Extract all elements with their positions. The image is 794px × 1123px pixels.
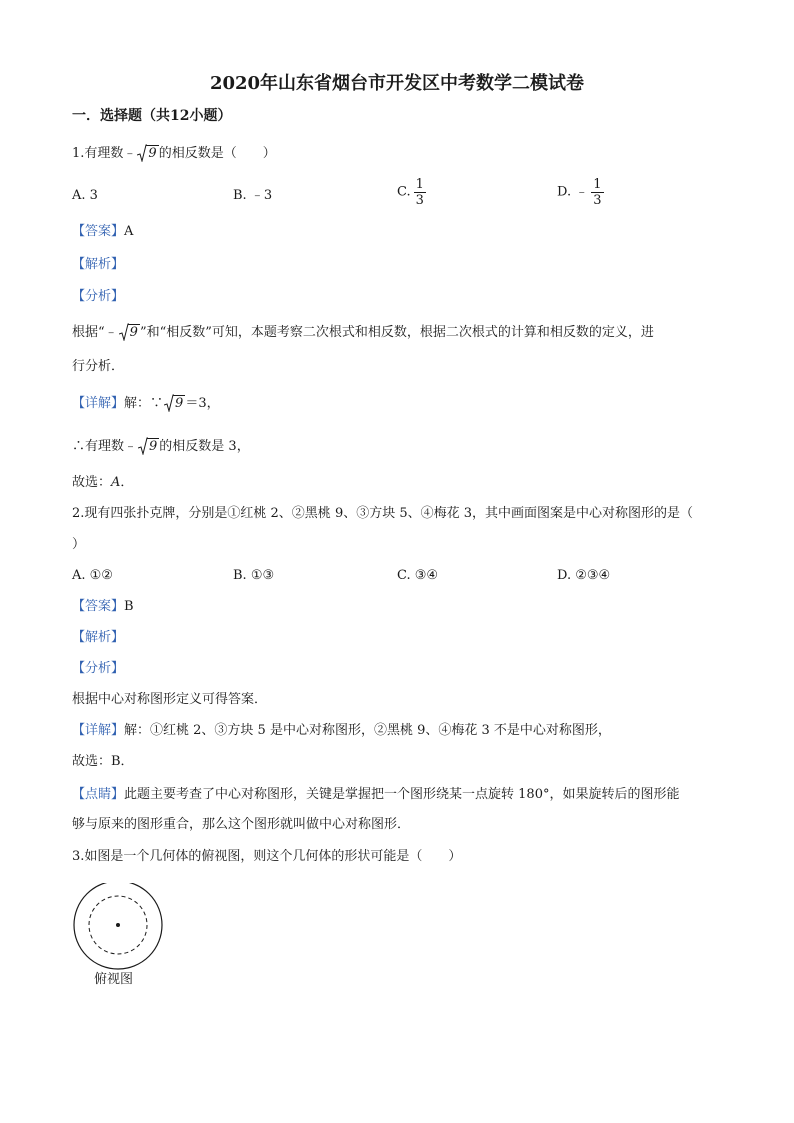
q2-option-b: B. ①③ [233,568,275,583]
q2-analysis-tag: 【解析】 [72,630,125,645]
q1-fenxi-text: 根据“﹣ 9 ”和“相反数”可知，本题考察二次根式和相反数，根据二次根式的计算和相反数的定义，进 [72,325,654,340]
q1-analysis-tag: 【解析】 [72,257,125,272]
sqrt-symbol: 9 [164,395,185,413]
q1-answer: 【答案】A [72,224,134,239]
sqrt-symbol: 9 [138,438,159,456]
section-heading: 一．选择题（共12小题） [72,108,232,124]
q1-fenxi-tag: 【分析】 [72,289,125,304]
q2-point-line2: 够与原来的图形重合，那么这个图形就叫做中心对称图形． [72,817,411,832]
q2-stem: 2.现有四张扑克牌，分别是①红桃 2、②黑桃 9、③方块 5、④梅花 3，其中画面图案是中心对称图形的是（ [72,506,694,521]
page-title: 2020年山东省烟台市开发区中考数学二模试卷 [209,73,585,94]
q1-stem: 1.有理数﹣ 9 的相反数是（ ） [72,146,276,161]
figure-caption: 俯视图 [94,972,134,987]
q3-stem: 3.如图是一个几何体的俯视图，则这个几何体的形状可能是（ ） [72,849,462,864]
q1-option-a: A. 3 [72,188,98,203]
center-dot [116,923,120,927]
q2-fenxi-tag: 【分析】 [72,661,125,676]
q1-choose: 故选：A． [72,475,134,490]
fraction: $\frac{1}{3}$ [415,177,424,208]
q1-option-d: D. ﹣ $\frac{1}{3}$ [557,177,602,208]
q2-option-c: C. ③④ [397,568,439,583]
q2-stem-line2: ） [72,537,86,552]
q1-fenxi-line2: 行分析． [72,359,125,374]
sqrt-symbol: 9 [119,324,140,342]
q1-conclusion: ∴有理数﹣ 9 的相反数是 3， [72,439,250,454]
q2-option-a: A. ①② [72,568,113,583]
q2-option-d: D. ②③④ [557,568,611,583]
fraction: $\frac{1}{3}$ [593,177,602,208]
q2-detail: 【详解】解：①红桃 2、③方块 5 是中心对称图形，②黑桃 9、④梅花 3 不是中心对称图形， [72,723,611,738]
q1-option-c: C. $\frac{1}{3}$ [397,177,424,208]
q1-detail: 【详解】解：∵ 9 ＝3， [72,396,220,411]
q2-point: 【点睛】此题主要考查了中心对称图形，关键是掌握把一个图形绕某一点旋转 180°，如果旋转后的图形能 [72,787,680,802]
sqrt-symbol: 9 [137,145,158,163]
q1-option-b: B. ﹣3 [233,188,273,203]
q2-fenxi-text: 根据中心对称图形定义可得答案． [72,692,268,707]
q2-choose: 故选：B． [72,754,134,769]
q2-answer: 【答案】B [72,599,134,614]
